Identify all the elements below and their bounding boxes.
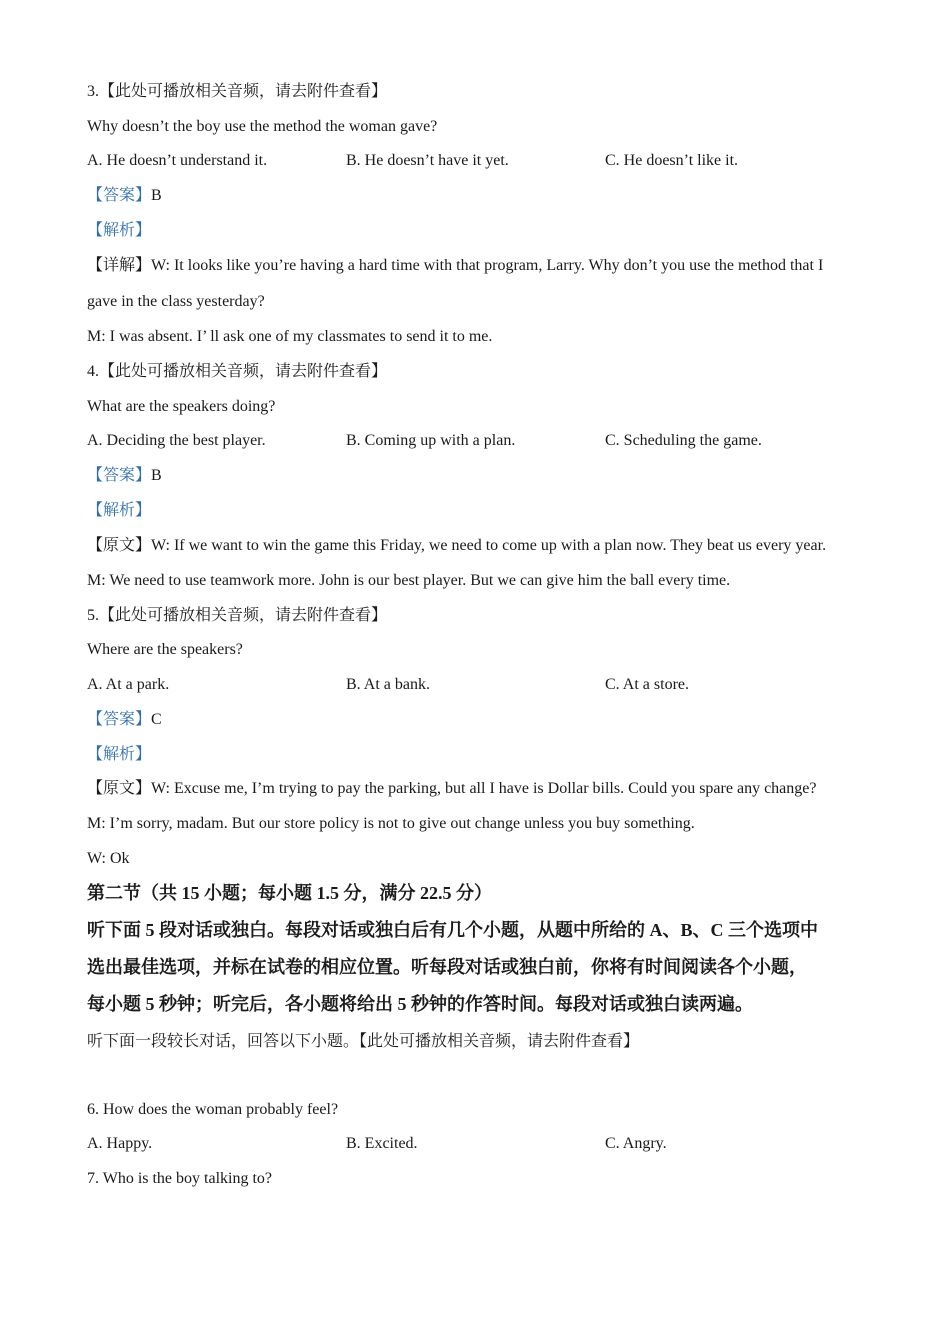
q6-option-c: C. Angry. (605, 1135, 667, 1152)
section2-note: 听下面一段较长对话，回答以下小题。【此处可播放相关音频，请去附件查看】 (87, 1033, 640, 1050)
q5-option-b: B. At a bank. (346, 676, 430, 693)
q4-analysis-tag: 【解析】 (87, 502, 152, 519)
q3-header: 3.【此处可播放相关音频，请去附件查看】 (87, 83, 388, 100)
q4-option-c: C. Scheduling the game. (605, 432, 762, 449)
q5-analysis-tag: 【解析】 (87, 746, 152, 763)
section2-instruction-line3: 每小题 5 秒钟；听完后，各小题将给出 5 秒钟的作答时间。每段对话或独白读两遍。 (87, 994, 753, 1014)
q4-text-line2: M: We need to use teamwork more. John is our best player. But we can give him the ball every time. (87, 572, 731, 589)
q3-detail-line3: M: I was absent. I’ ll ask one of my classmates to send it to me. (87, 328, 493, 345)
answer-tag: 【答案】 (87, 711, 152, 728)
q5-option-c: C. At a store. (605, 676, 689, 693)
q5-text-line1 (87, 779, 816, 799)
answer-value: B (151, 187, 162, 204)
section2-instruction-line2: 选出最佳选项，并标在试卷的相应位置。听每段对话或独白前，你将有时间阅读各个小题， (87, 957, 807, 977)
text-tag: 【原文】 (87, 780, 152, 797)
q6-option-b: B. Excited. (346, 1135, 418, 1152)
detail-text: W: It looks like you’re having a hard time with that program, Larry. Why don’t you use the method that I (151, 257, 824, 274)
q3-answer (87, 186, 162, 206)
section2-title: 第二节（共 15 小题；每小题 1.5 分，满分 22.5 分） (87, 883, 492, 903)
text-body: W: Excuse me, I’m trying to pay the parking, but all I have is Dollar bills. Could you spare any change? (151, 780, 817, 797)
q4-text-line1 (87, 536, 826, 556)
q4-header: 4.【此处可播放相关音频，请去附件查看】 (87, 363, 388, 380)
q3-question: Why doesn’t the boy use the method the woman gave? (87, 118, 438, 135)
section2-instruction-line1: 听下面 5 段对话或独白。每段对话或独白后有几个小题，从题中所给的 A、B、C 三个选项中 (87, 920, 818, 940)
q6-question: 6. How does the woman probably feel? (87, 1101, 339, 1118)
q5-text-line2: M: I’m sorry, madam. But our store policy is not to give out change unless you buy something. (87, 815, 695, 832)
q5-option-a: A. At a park. (87, 676, 170, 693)
q4-option-b: B. Coming up with a plan. (346, 432, 516, 449)
answer-value: B (151, 467, 162, 484)
q5-answer (87, 710, 162, 730)
q5-header: 5.【此处可播放相关音频，请去附件查看】 (87, 607, 388, 624)
q5-question: Where are the speakers? (87, 641, 243, 658)
q4-answer (87, 466, 162, 486)
q3-detail-line1 (87, 256, 823, 276)
q5-text-line3: W: Ok (87, 850, 130, 867)
q7-question: 7. Who is the boy talking to? (87, 1170, 273, 1187)
q3-option-b: B. He doesn’t have it yet. (346, 152, 509, 169)
q3-analysis-tag: 【解析】 (87, 222, 152, 239)
q3-option-a: A. He doesn’t understand it. (87, 152, 268, 169)
q4-option-a: A. Deciding the best player. (87, 432, 266, 449)
answer-tag: 【答案】 (87, 187, 152, 204)
detail-tag: 【详解】 (87, 257, 152, 274)
text-body: W: If we want to win the game this Friday, we need to come up with a plan now. They beat us every year. (151, 537, 827, 554)
answer-value: C (151, 711, 162, 728)
text-tag: 【原文】 (87, 537, 152, 554)
q6-option-a: A. Happy. (87, 1135, 153, 1152)
q4-question: What are the speakers doing? (87, 398, 276, 415)
answer-tag: 【答案】 (87, 467, 152, 484)
q3-option-c: C. He doesn’t like it. (605, 152, 739, 169)
q3-detail-line2: gave in the class yesterday? (87, 293, 265, 310)
